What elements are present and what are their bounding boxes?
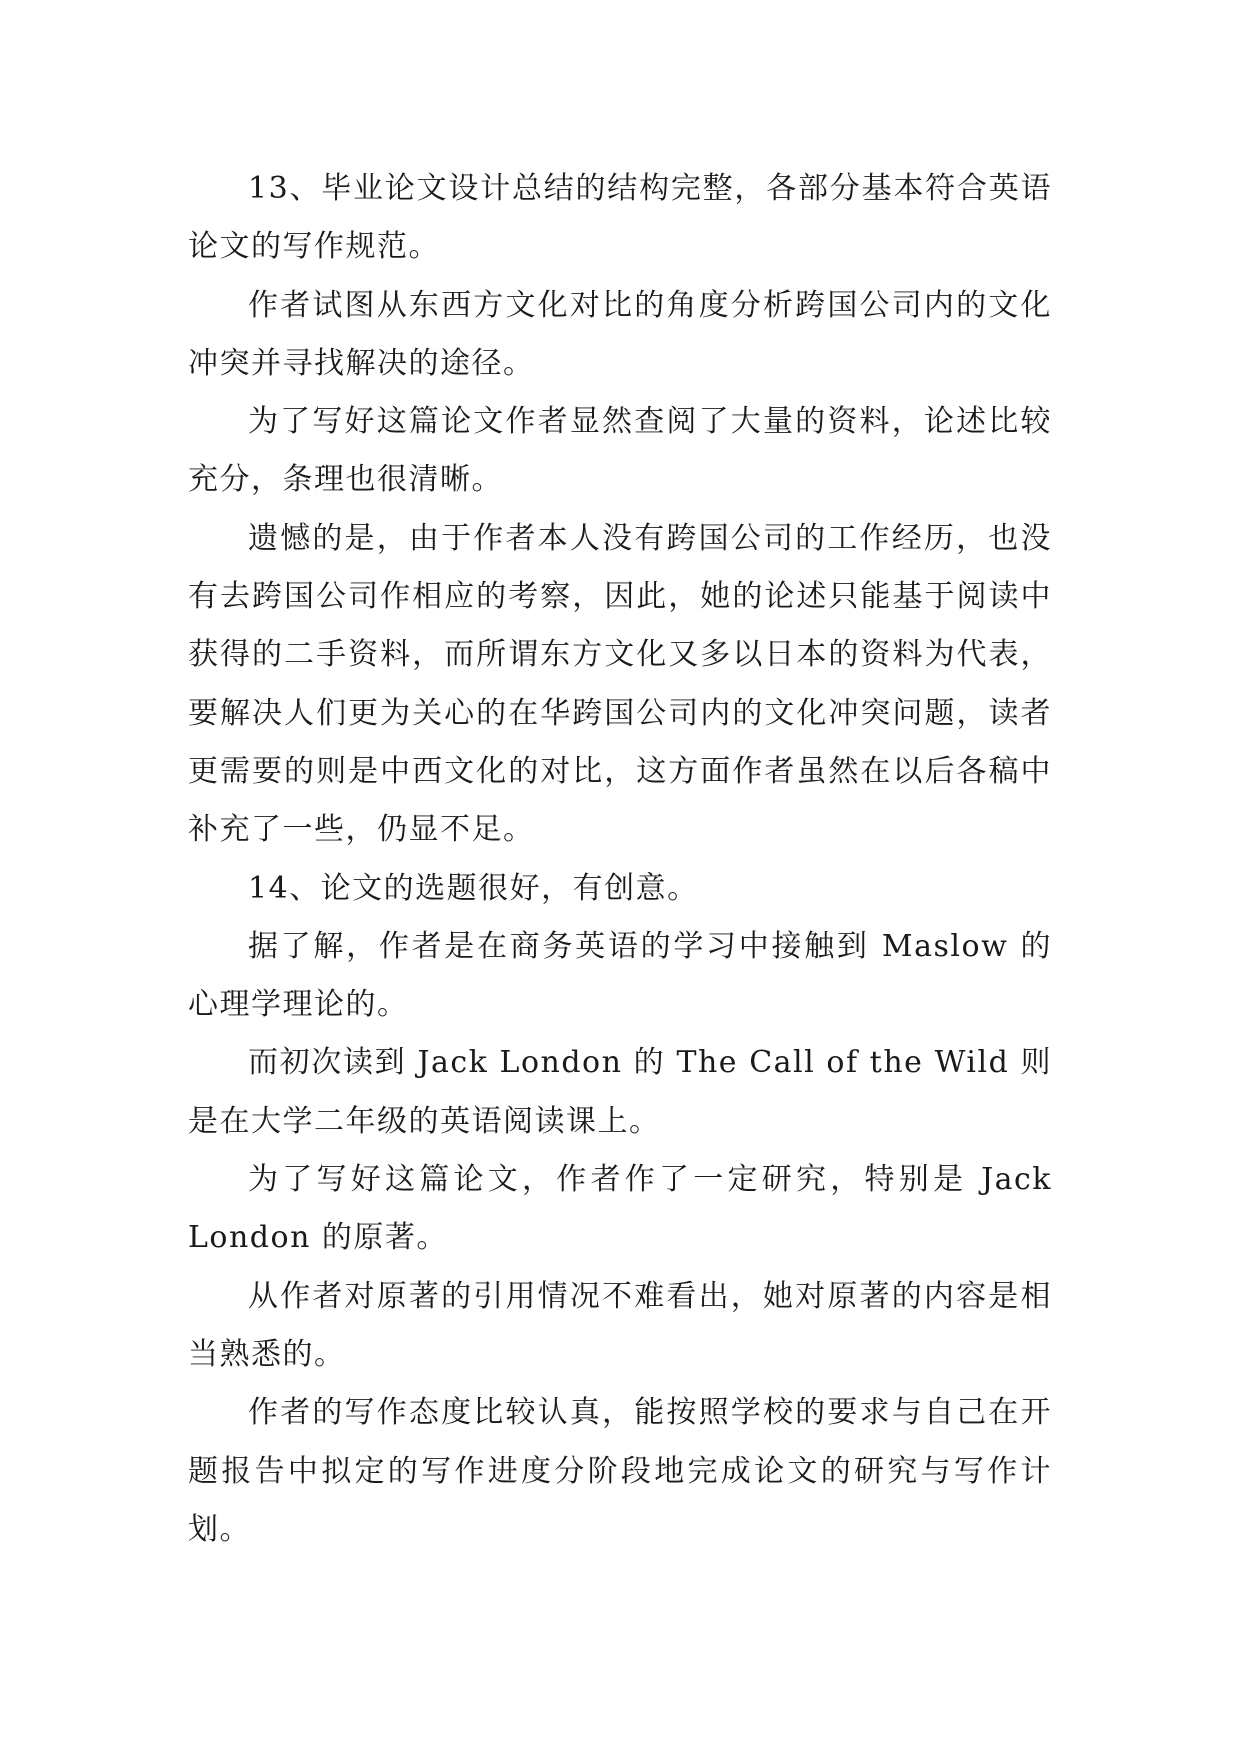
document-body [188,160,1052,1559]
paragraph-5: 14、论文的选题很好，有创意。 [248,870,699,906]
paragraph-4: 遗憾的是，由于作者本人没有跨国公司的工作经历，也没有去跨国公司作相应的考察，因此，她的论述只能基于阅读中获得的二手资料，而所谓东方文化又多以日本的资料为代表，要解决人们更为关心的在华跨国公司内的文化冲突问题，读者更需要的则是中西文化的对比，这方面作者虽然在以后各稿中补充了一些，仍显不足。 [188,520,1052,848]
paragraph-2: 作者试图从东西方文化对比的角度分析跨国公司内的文化冲突并寻找解决的途径。 [188,287,1052,381]
paragraph-9: 从作者对原著的引用情况不难看出，她对原著的内容是相当熟悉的。 [188,1278,1052,1372]
paragraph-10: 作者的写作态度比较认真，能按照学校的要求与自己在开题报告中拟定的写作进度分阶段地完成论文的研究与写作计划。 [188,1395,1052,1547]
paragraph-7: 而初次读到 Jack London 的 The Call of the Wild 则是在大学二年级的英语阅读课上。 [188,1045,1052,1139]
paragraph-3: 为了写好这篇论文作者显然查阅了大量的资料，论述比较充分，条理也很清晰。 [188,404,1052,498]
paragraph-6: 据了解，作者是在商务英语的学习中接触到 Maslow 的心理学理论的。 [188,928,1052,1023]
paragraph-1: 13、毕业论文设计总结的结构完整，各部分基本符合英语论文的写作规范。 [188,171,1052,265]
paragraph-8: 为了写好这篇论文，作者作了一定研究，特别是 Jack London 的原著。 [188,1162,1052,1256]
